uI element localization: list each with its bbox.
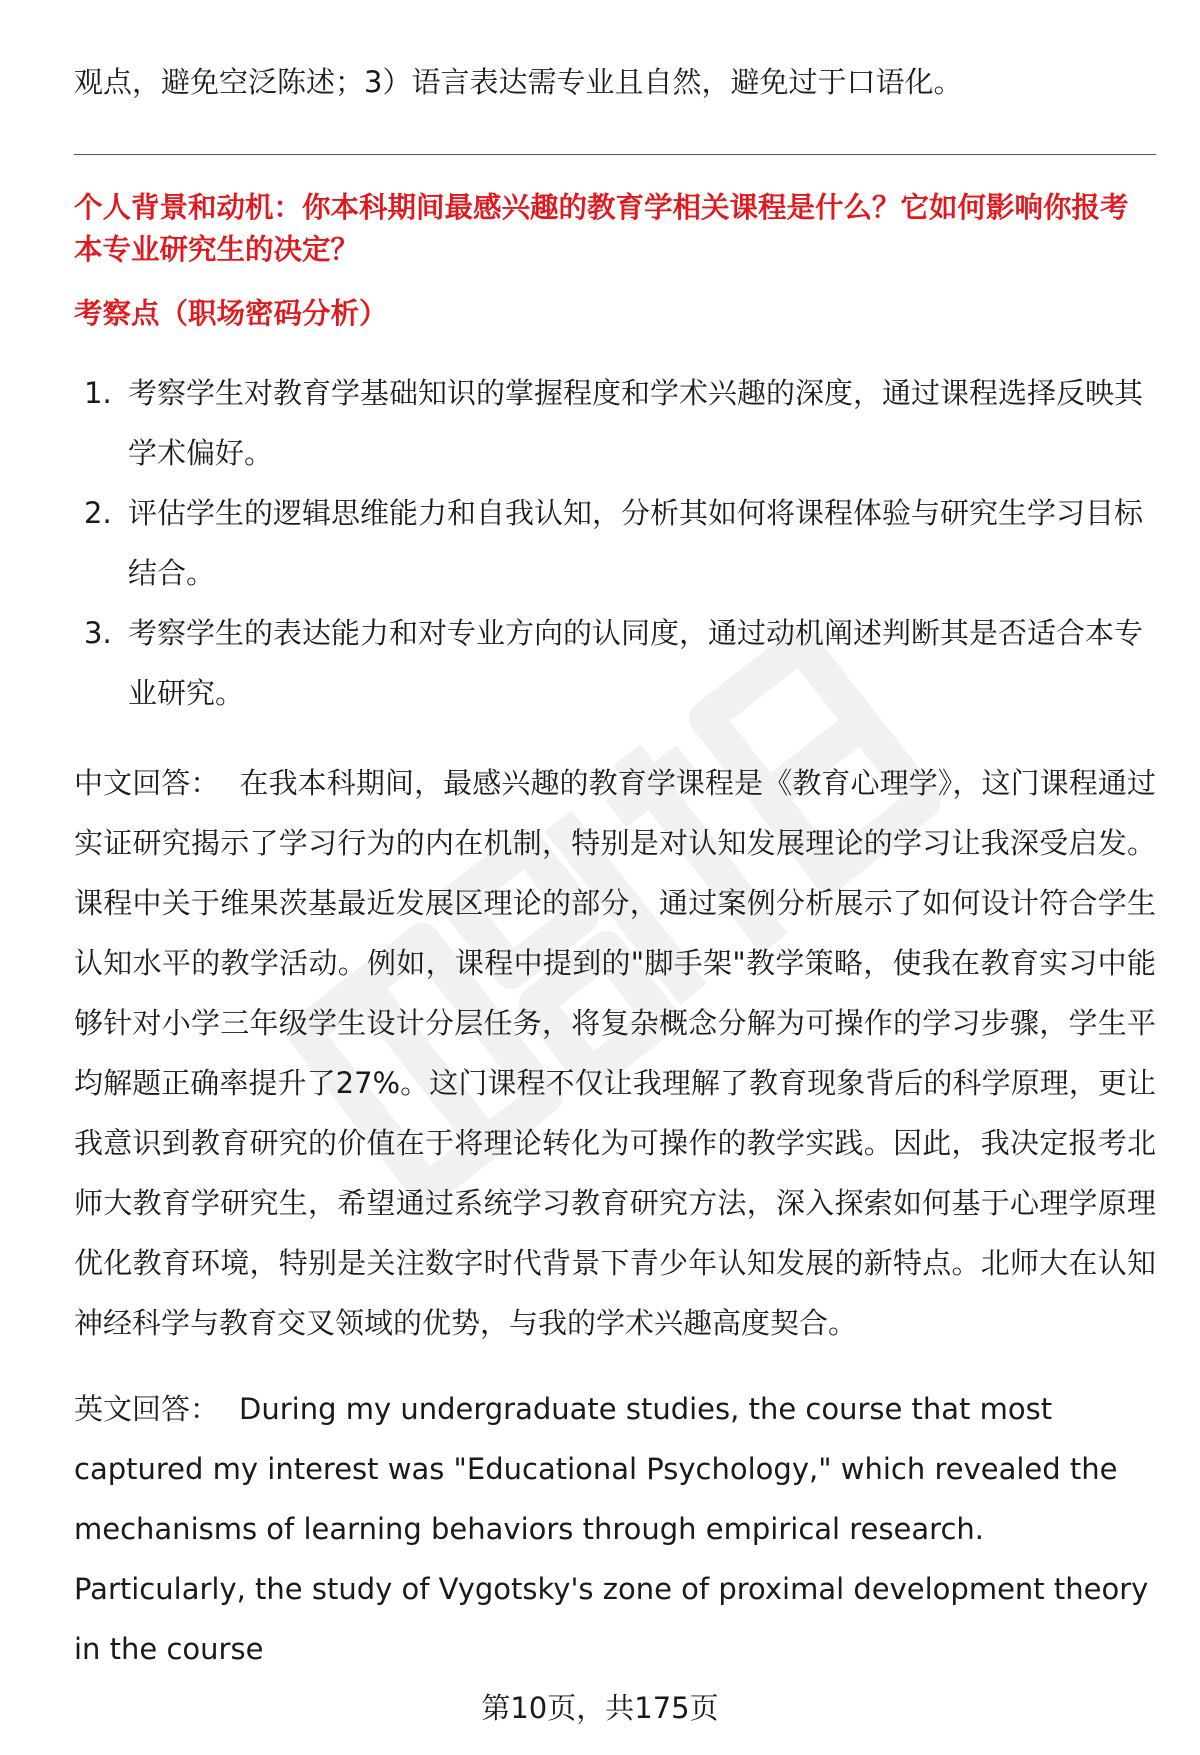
chinese-answer <box>74 753 1156 1353</box>
list-item-text: 考察学生的表达能力和对专业方向的认同度，通过动机阐述判断其是否适合本专业研究。 <box>128 616 1144 710</box>
list-item-number: 2. <box>84 496 112 530</box>
list-item <box>74 483 1156 603</box>
chinese-answer-label: 中文回答： <box>74 766 220 800</box>
assessment-title: 考察点（职场密码分析） <box>74 297 388 330</box>
english-answer-label: 英文回答： <box>74 1392 220 1426</box>
list-item-number: 3. <box>84 616 112 650</box>
list-item-number: 1. <box>84 376 112 410</box>
english-answer-text: During my undergraduate studies, the course that most captured my interest was "Educational Psychology," which revealed the mechanisms of learning behaviors through empirical research. Particularly, the study of Vygotsky's zone of proximal development theory in the course <box>74 1392 1149 1666</box>
section-divider <box>74 154 1156 155</box>
chinese-answer-text: 在我本科期间，最感兴趣的教育学课程是《教育心理学》，这门课程通过实证研究揭示了学习行为的内在机制，特别是对认知发展理论的学习让我深受启发。课程中关于维果茨基最近发展区理论的部分，通过案例分析展示了如何设计符合学生认知水平的教学活动。例如，课程中提到的"脚手架"教学策略，使我在教育实习中能够针对小学三年级学生设计分层任务，将复杂概念分解为可操作的学习步骤，学生平均解题正确率提升了27%。这门课程不仅让我理解了教育现象背后的科学原理，更让我意识到教育研究的价值在于将理论转化为可操作的教学实践。因此，我决定报考北师大教育学研究生，希望通过系统学习教育研究方法，深入探索如何基于心理学原理优化教育环境，特别是关注数字时代背景下青少年认知发展的新特点。北师大在认知神经科学与教育交叉领域的优势，与我的学术兴趣高度契合。 <box>74 766 1156 1340</box>
list-item <box>74 363 1156 483</box>
assessment-list <box>74 363 1156 723</box>
page-content <box>74 56 1156 1679</box>
english-answer <box>74 1379 1156 1679</box>
list-item-text: 考察学生对教育学基础知识的掌握程度和学术兴趣的深度，通过课程选择反映其学术偏好。 <box>128 376 1144 470</box>
list-item-text: 评估学生的逻辑思维能力和自我认知，分析其如何将课程体验与研究生学习目标结合。 <box>128 496 1144 590</box>
intro-text: 观点，避免空泛陈述；3）语言表达需专业且自然，避免过于口语化。 <box>74 65 963 99</box>
question-heading: 个人背景和动机：你本科期间最感兴趣的教育学相关课程是什么？它如何影响你报考本专业研究生的决定？ <box>74 191 1129 266</box>
page-number: 第10页，共175页 <box>481 1691 719 1725</box>
list-item <box>74 603 1156 723</box>
